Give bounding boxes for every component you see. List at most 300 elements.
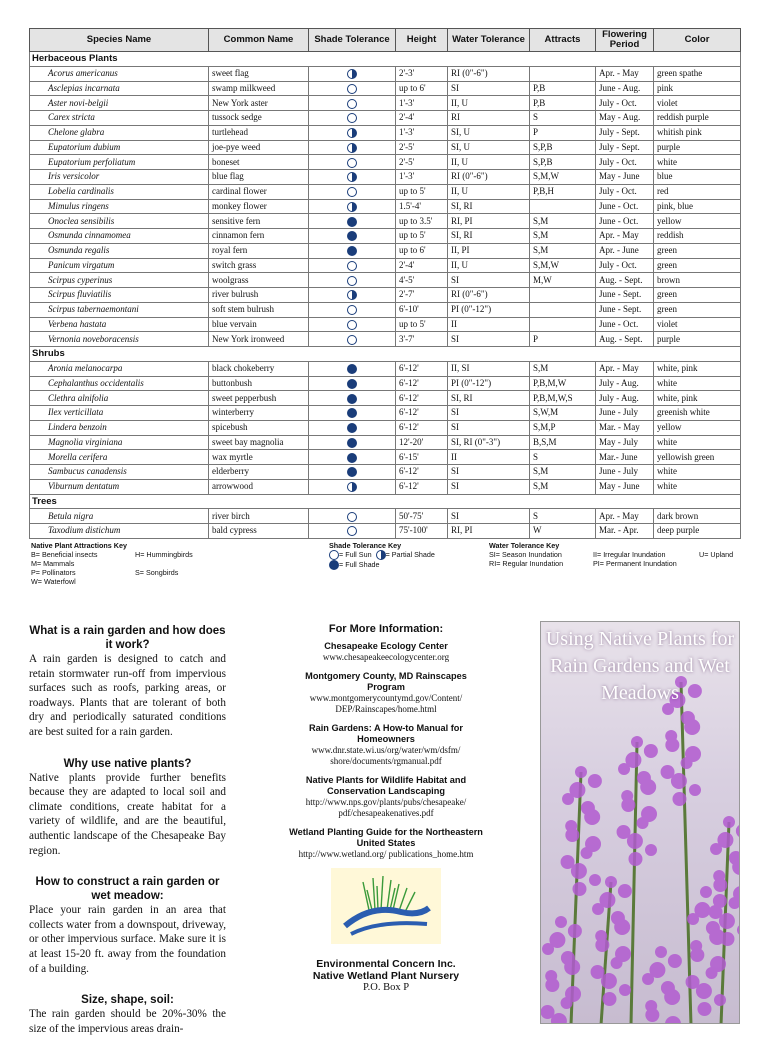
height-cell: 6'-12' (396, 465, 448, 480)
info-link-4[interactable]: http://www.nps.gov/plants/pubs/chesapeake/ pdf/chesapeakenatives.pdf (305, 797, 467, 818)
attracts-cell: S,M (530, 465, 596, 480)
water-cell: RI, PI (448, 214, 530, 229)
period-cell: June - Sept. (596, 302, 654, 317)
height-cell: 6'-12' (396, 391, 448, 406)
height-cell: 6'-10' (396, 302, 448, 317)
color-cell: purple (654, 332, 741, 347)
partial-shade-icon (347, 69, 357, 79)
key-full: = Full Shade (339, 560, 380, 570)
info-org-5: Wetland Planting Guide for the Northeastern United States (289, 827, 483, 848)
cover-panel (540, 621, 740, 1024)
species-cell: Onoclea sensibilis (30, 214, 209, 229)
full-shade-icon (347, 364, 357, 374)
species-cell: Osmunda regalis (30, 243, 209, 258)
para-construct: Place your rain garden in an area that collects water from a downspout, driveway, or other impervious surface. Make sure it is at least 15-20 ft. away from the foundation of a building. (29, 904, 226, 975)
flower-petal (640, 779, 656, 795)
flower-petal (723, 816, 735, 828)
common-cell: New York ironweed (209, 332, 309, 347)
flower-petal (584, 809, 600, 825)
flower-petal (618, 884, 632, 898)
flower-petal (697, 1002, 711, 1016)
species-cell: Verbena hastata (30, 317, 209, 332)
table-row (30, 229, 741, 244)
flower-petal (709, 929, 725, 945)
water-cell: II, SI (448, 361, 530, 376)
color-cell: blue (654, 170, 741, 185)
flower-petal (713, 878, 727, 892)
species-cell: Scirpus cyperinus (30, 273, 209, 288)
common-cell: cardinal flower (209, 184, 309, 199)
para-why-native: Native plants provide further benefits because they are adapted to local soil and climate conditions, create habitat for a variety of wildlife, and are the beautiful, authentic landscape of the Chesapeake Bay region. (29, 771, 226, 857)
attracts-cell (530, 317, 596, 332)
water-cell: SI (448, 420, 530, 435)
partial-shade-icon (376, 550, 386, 560)
full-sun-icon (347, 335, 357, 345)
flower-petal (664, 989, 680, 1005)
shade-cell (309, 420, 396, 435)
period-cell: July - Oct. (596, 184, 654, 199)
flower-petal (714, 994, 726, 1006)
attracts-cell: S,M,W (530, 170, 596, 185)
height-cell: up to 6' (396, 81, 448, 96)
shade-cell (309, 332, 396, 347)
attracts-cell: S (530, 509, 596, 524)
key-ii: II= Irregular Inundation (593, 550, 666, 559)
flower-petal (602, 992, 616, 1006)
period-cell: Apr. - May (596, 509, 654, 524)
common-cell: soft stem bulrush (209, 302, 309, 317)
common-cell: winterberry (209, 406, 309, 421)
info-link-1[interactable]: www.chesapeakeecologycenter.org (322, 652, 450, 662)
height-cell: up to 5' (396, 229, 448, 244)
color-cell: purple (654, 140, 741, 155)
flower-petal (565, 828, 579, 842)
common-cell: buttonbush (209, 376, 309, 391)
table-row (30, 66, 741, 81)
info-link-5[interactable]: http://www.wetland.org/ publications_home.htm (298, 849, 474, 859)
full-shade-icon (347, 217, 357, 227)
common-cell: sensitive fern (209, 214, 309, 229)
key-m: M= Mammals (31, 559, 75, 568)
full-sun-icon (347, 187, 357, 197)
flower-petal (588, 774, 602, 788)
section-title: Shrubs (30, 347, 741, 362)
org-name-2: Native Wetland Plant Nursery (312, 970, 460, 982)
common-cell: black chokeberry (209, 361, 309, 376)
info-link-2[interactable]: www.montgomerycountymd.gov/Content/ DEP/Rainscapes/home.html (309, 693, 463, 714)
table-row (30, 111, 741, 126)
header-attracts: Attracts (530, 29, 596, 52)
common-cell: sweet bay magnolia (209, 435, 309, 450)
species-cell: Osmunda cinnamomea (30, 229, 209, 244)
common-cell: New York aster (209, 96, 309, 111)
flower-petal (595, 938, 609, 952)
table-row (30, 391, 741, 406)
more-info-heading: For More Information: (328, 623, 444, 635)
flower-petal (689, 784, 701, 796)
common-cell: turtlehead (209, 125, 309, 140)
table-row (30, 243, 741, 258)
native-plants-table (29, 28, 741, 539)
shade-cell (309, 465, 396, 480)
partial-shade-icon (347, 172, 357, 182)
attracts-cell: S,M (530, 214, 596, 229)
species-cell: Eupatorium dubium (30, 140, 209, 155)
table-row (30, 332, 741, 347)
partial-shade-icon (347, 128, 357, 138)
water-cell: II, U (448, 96, 530, 111)
attractions-key-title: Native Plant Attractions Key (31, 541, 127, 550)
header-shade: Shade Tolerance (309, 29, 396, 52)
shade-cell (309, 81, 396, 96)
species-cell: Acorus americanus (30, 66, 209, 81)
common-cell: blue flag (209, 170, 309, 185)
species-cell: Aronia melanocarpa (30, 361, 209, 376)
key-h: H= Hummingbirds (135, 550, 193, 559)
shade-cell (309, 435, 396, 450)
full-sun-icon (347, 261, 357, 271)
species-cell: Lindera benzoin (30, 420, 209, 435)
water-cell: SI (448, 332, 530, 347)
table-row (30, 125, 741, 140)
attracts-cell: S,P,B (530, 140, 596, 155)
full-shade-icon (329, 560, 339, 570)
height-cell: 6'-12' (396, 376, 448, 391)
shade-cell (309, 214, 396, 229)
period-cell: Mar. - May (596, 420, 654, 435)
shade-cell (309, 243, 396, 258)
attracts-cell: P,B (530, 81, 596, 96)
table-row (30, 96, 741, 111)
period-cell: June - Oct. (596, 199, 654, 214)
common-cell: cinnamon fern (209, 229, 309, 244)
color-cell: white, pink (654, 391, 741, 406)
flower-petal (690, 948, 704, 962)
full-shade-icon (347, 231, 357, 241)
table-row (30, 361, 741, 376)
flower-petal (571, 863, 587, 879)
section-row (30, 347, 741, 362)
table-row (30, 273, 741, 288)
heading-what-is: What is a rain garden and how does it work? (29, 625, 226, 651)
height-cell: 6'-12' (396, 361, 448, 376)
table-row (30, 199, 741, 214)
flower-petal (542, 943, 554, 955)
color-cell: red (654, 184, 741, 199)
water-cell: SI, U (448, 140, 530, 155)
period-cell: May - June (596, 170, 654, 185)
period-cell: Apr. - May (596, 66, 654, 81)
full-sun-icon (347, 305, 357, 315)
shade-cell (309, 229, 396, 244)
height-cell: 1.5'-4' (396, 199, 448, 214)
org-address: P.O. Box P (362, 982, 410, 993)
species-cell: Eupatorium perfoliatum (30, 155, 209, 170)
species-cell: Ilex verticillata (30, 406, 209, 421)
rain-garden-text (29, 624, 226, 1053)
common-cell: boneset (209, 155, 309, 170)
species-cell: Magnolia virginiana (30, 435, 209, 450)
shade-cell (309, 479, 396, 494)
species-cell: Aster novi-belgii (30, 96, 209, 111)
flower-petal (568, 924, 582, 938)
water-cell: SI, RI (0"-3") (448, 435, 530, 450)
flower-petal (605, 876, 617, 888)
table-row (30, 317, 741, 332)
water-cell: SI (448, 81, 530, 96)
period-cell: July - Aug. (596, 376, 654, 391)
height-cell: 75'-100' (396, 524, 448, 539)
partial-shade-icon (347, 482, 357, 492)
table-row (30, 258, 741, 273)
full-shade-icon (347, 423, 357, 433)
section-row (30, 494, 741, 509)
common-cell: arrowwood (209, 479, 309, 494)
info-link-3[interactable]: www.dnr.state.wi.us/org/water/wm/dsfm/ shore/documents/rgmanual.pdf (311, 745, 461, 766)
flower-petal (614, 919, 630, 935)
heading-why-native: Why use native plants? (63, 757, 192, 770)
color-cell: violet (654, 96, 741, 111)
height-cell: up to 6' (396, 243, 448, 258)
shade-cell (309, 391, 396, 406)
water-cell: SI, RI (448, 199, 530, 214)
height-cell: 4'-5' (396, 273, 448, 288)
attracts-cell (530, 288, 596, 303)
height-cell: 50'-75' (396, 509, 448, 524)
full-sun-icon (347, 276, 357, 286)
height-cell: 6'-15' (396, 450, 448, 465)
flower-petal (628, 852, 642, 866)
species-cell: Carex stricta (30, 111, 209, 126)
common-cell: joe-pye weed (209, 140, 309, 155)
shade-cell (309, 509, 396, 524)
full-shade-icon (347, 438, 357, 448)
color-cell: white (654, 435, 741, 450)
height-cell: 2'-7' (396, 288, 448, 303)
height-cell: 6'-12' (396, 420, 448, 435)
key-si: SI= Season Inundation (489, 550, 562, 559)
color-cell: deep purple (654, 524, 741, 539)
shade-cell (309, 125, 396, 140)
flower-petal (710, 843, 722, 855)
water-cell: SI, RI (448, 391, 530, 406)
flower-petal (713, 894, 727, 908)
partial-shade-icon (347, 202, 357, 212)
info-org-1: Chesapeake Ecology Center (324, 641, 448, 651)
color-cell: white (654, 465, 741, 480)
flower-petal (665, 1016, 681, 1024)
table-row (30, 170, 741, 185)
species-cell: Scirpus tabernaemontani (30, 302, 209, 317)
attracts-cell: S,M (530, 229, 596, 244)
table-row (30, 420, 741, 435)
attracts-cell: B,S,M (530, 435, 596, 450)
table-body (30, 52, 741, 539)
full-shade-icon (347, 467, 357, 477)
full-shade-icon (347, 379, 357, 389)
info-org-3: Rain Gardens: A How-to Manual for Homeowners (309, 723, 463, 744)
section-title: Herbaceous Plants (30, 52, 741, 67)
attracts-cell: S,M (530, 479, 596, 494)
water-cell: II, U (448, 155, 530, 170)
common-cell: spicebush (209, 420, 309, 435)
color-cell: green (654, 302, 741, 317)
key-b: B= Beneficial insects (31, 550, 98, 559)
flower-petal (619, 984, 631, 996)
info-org-4: Native Plants for Wildlife Habitat and Conservation Landscaping (305, 775, 467, 796)
height-cell: up to 5' (396, 317, 448, 332)
flower-petal (645, 844, 657, 856)
height-cell: 2'-3' (396, 66, 448, 81)
shade-cell (309, 288, 396, 303)
species-cell: Scirpus fluviatilis (30, 288, 209, 303)
key-sun: = Full Sun (339, 550, 372, 559)
flower-petal (645, 1008, 659, 1022)
common-cell: wax myrtle (209, 450, 309, 465)
attracts-cell: S (530, 111, 596, 126)
color-cell: green (654, 258, 741, 273)
attracts-cell: P,B,M,W (530, 376, 596, 391)
period-cell: May - Aug. (596, 111, 654, 126)
color-cell: greenish white (654, 406, 741, 421)
water-cell: RI, PI (448, 524, 530, 539)
full-sun-icon (347, 526, 357, 536)
shade-key-title: Shade Tolerance Key (329, 541, 402, 550)
common-cell: monkey flower (209, 199, 309, 214)
full-shade-icon (347, 246, 357, 256)
height-cell: 2'-4' (396, 258, 448, 273)
para-size: The rain garden should be 20%-30% the size of the impervious areas drain- (29, 1008, 226, 1035)
section-row (30, 52, 741, 67)
period-cell: June - July (596, 406, 654, 421)
water-cell: II, U (448, 184, 530, 199)
height-cell: 12'-20' (396, 435, 448, 450)
header-flowering: Flowering Period (596, 29, 654, 52)
table-row (30, 214, 741, 229)
flower-petal (627, 833, 643, 849)
height-cell: 6'-12' (396, 406, 448, 421)
water-cell: RI (0"-6") (448, 66, 530, 81)
shade-cell (309, 96, 396, 111)
table-row (30, 479, 741, 494)
flower-petal (729, 897, 740, 909)
water-cell: SI (448, 406, 530, 421)
species-cell: Mimulus ringens (30, 199, 209, 214)
attracts-cell: M,W (530, 273, 596, 288)
color-cell: brown (654, 273, 741, 288)
flower-petal (644, 744, 658, 758)
shade-cell (309, 155, 396, 170)
flower-petal (700, 886, 712, 898)
height-cell: up to 5' (396, 184, 448, 199)
common-cell: sweet pepperbush (209, 391, 309, 406)
table-row (30, 465, 741, 480)
flower-petal (631, 736, 643, 748)
common-cell: blue vervain (209, 317, 309, 332)
species-cell: Morella cerifera (30, 450, 209, 465)
environmental-concern-logo (331, 868, 441, 944)
shade-cell (309, 199, 396, 214)
key-s: S= Songbirds (135, 568, 179, 577)
key-ri: RI= Regular Inundation (489, 559, 564, 568)
flower-petal (575, 766, 587, 778)
period-cell: Aug. - Sept. (596, 273, 654, 288)
shade-cell (309, 111, 396, 126)
full-shade-icon (347, 453, 357, 463)
flower-petal (555, 916, 567, 928)
attracts-cell: S,M (530, 243, 596, 258)
color-cell: dark brown (654, 509, 741, 524)
shade-cell (309, 317, 396, 332)
shade-cell (309, 273, 396, 288)
attracts-cell: P (530, 332, 596, 347)
common-cell: swamp milkweed (209, 81, 309, 96)
attracts-cell: P,B,H (530, 184, 596, 199)
common-cell: woolgrass (209, 273, 309, 288)
full-sun-icon (347, 84, 357, 94)
shade-cell (309, 376, 396, 391)
key-pi: PI= Permanent Inundation (593, 559, 677, 568)
species-cell: Cephalanthus occidentalis (30, 376, 209, 391)
water-cell: SI, U (448, 125, 530, 140)
period-cell: May - July (596, 435, 654, 450)
color-cell: reddish purple (654, 111, 741, 126)
color-cell: yellow (654, 214, 741, 229)
period-cell: May - June (596, 479, 654, 494)
height-cell: 2'-4' (396, 111, 448, 126)
color-cell: green (654, 288, 741, 303)
attracts-cell: P,B (530, 96, 596, 111)
water-cell: SI (448, 479, 530, 494)
common-cell: bald cypress (209, 524, 309, 539)
full-sun-icon (329, 550, 339, 560)
table-row (30, 406, 741, 421)
flower-petal (621, 798, 635, 812)
attracts-cell: S,M (530, 361, 596, 376)
partial-shade-icon (347, 290, 357, 300)
species-cell: Clethra alnifolia (30, 391, 209, 406)
attracts-cell (530, 199, 596, 214)
water-cell: II, U (448, 258, 530, 273)
species-cell: Chelone glabra (30, 125, 209, 140)
shade-cell (309, 302, 396, 317)
color-cell: yellow (654, 420, 741, 435)
height-cell: 1'-3' (396, 96, 448, 111)
table-row (30, 450, 741, 465)
period-cell: Mar.- June (596, 450, 654, 465)
water-cell: II, PI (448, 243, 530, 258)
flower-petal (737, 924, 740, 936)
flower-petal (564, 959, 580, 975)
period-cell: July - Oct. (596, 96, 654, 111)
key-u: U= Upland (699, 550, 734, 559)
para-what-is: A rain garden is designed to catch and retain stormwater run-off from impervious surfaces such as roofs, parking areas, or roadways. Plants that are tolerant of both dry and periodically saturated conditions are best suited for a rain garden. (29, 653, 226, 738)
period-cell: July - Sept. (596, 140, 654, 155)
species-cell: Betula nigra (30, 509, 209, 524)
full-sun-icon (347, 158, 357, 168)
org-name-1: Environmental Concern Inc. (316, 958, 456, 970)
species-cell: Iris versicolor (30, 170, 209, 185)
color-cell: green (654, 243, 741, 258)
flower-petal (736, 824, 740, 838)
period-cell: July - Oct. (596, 155, 654, 170)
species-cell: Panicum virgatum (30, 258, 209, 273)
header-color: Color (654, 29, 741, 52)
table-row (30, 509, 741, 524)
table-row (30, 155, 741, 170)
flower-petal (687, 913, 699, 925)
period-cell: June - July (596, 465, 654, 480)
